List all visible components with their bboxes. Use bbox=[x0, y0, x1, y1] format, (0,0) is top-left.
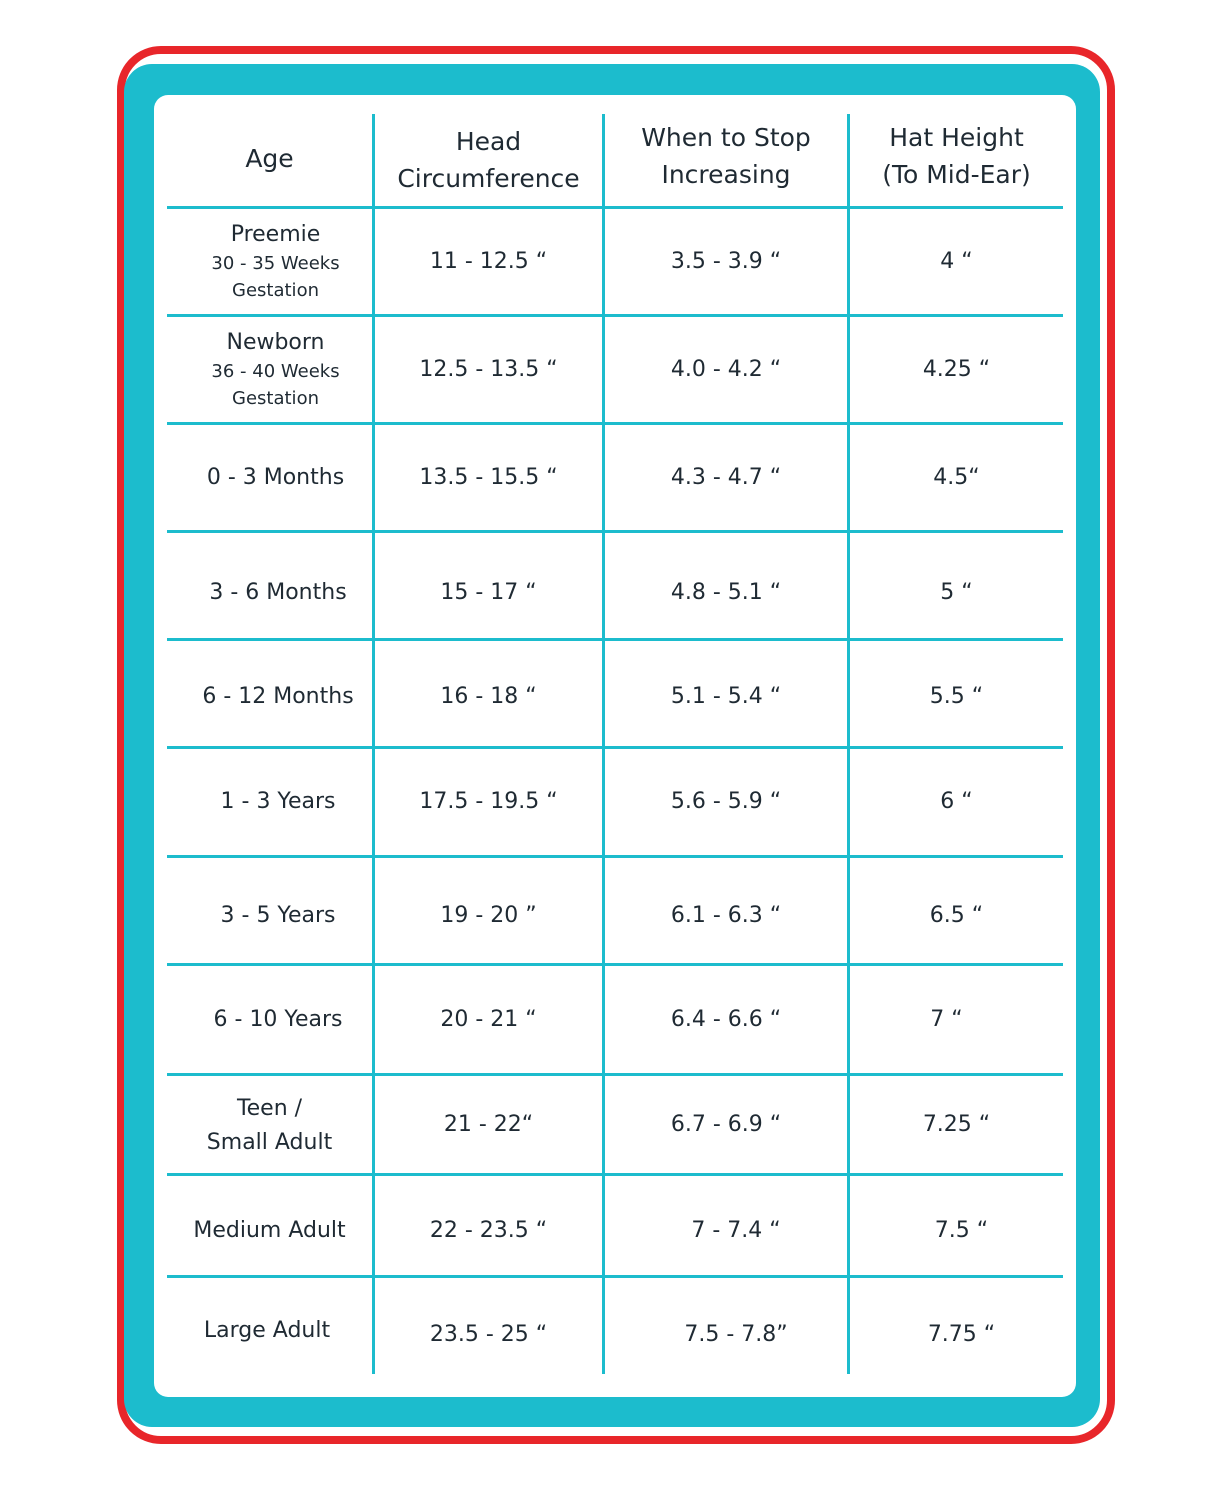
age-gestation: Gestation bbox=[232, 279, 319, 301]
age-label: 3 - 6 Months bbox=[209, 580, 347, 605]
head-circumference-value: 19 - 20 ” bbox=[440, 903, 537, 928]
stop-increasing-value: 5.6 - 5.9 “ bbox=[670, 789, 782, 814]
head-circumference-value: 23.5 - 25 “ bbox=[429, 1322, 548, 1347]
stop-increasing-value: 7 - 7.4 “ bbox=[691, 1218, 781, 1243]
age-weeks: 36 - 40 Weeks bbox=[211, 360, 340, 382]
age-label: 1 - 3 Years bbox=[220, 789, 336, 814]
hat-height-value: 4.5“ bbox=[933, 464, 980, 490]
age-gestation: Gestation bbox=[232, 387, 319, 409]
hat-height-value: 7.75 “ bbox=[927, 1322, 996, 1347]
age-label: 0 - 3 Months bbox=[206, 464, 345, 490]
hat-height-value: 5 “ bbox=[940, 580, 973, 605]
header-hat-height bbox=[850, 110, 1063, 202]
table-row-age bbox=[167, 1076, 372, 1176]
stop-increasing-value: 5.1 - 5.4 “ bbox=[670, 683, 782, 709]
header-head-line1: Head bbox=[455, 127, 522, 156]
table-row-age bbox=[167, 317, 384, 422]
stop-increasing-value: 3.5 - 3.9 “ bbox=[670, 248, 782, 274]
hat-height-value: 4 “ bbox=[940, 248, 973, 274]
hat-height-value: 7.25 “ bbox=[922, 1111, 991, 1137]
hat-height-value: 6.5 “ bbox=[929, 903, 984, 928]
header-age-label: Age bbox=[245, 143, 294, 173]
header-age bbox=[167, 114, 372, 206]
age-label: Large Adult bbox=[203, 1318, 331, 1343]
head-circumference-value: 22 - 23.5 “ bbox=[429, 1218, 548, 1243]
header-head-line2: Circumference bbox=[397, 164, 580, 193]
age-label: Preemie bbox=[230, 221, 321, 247]
header-height-line2: (To Mid-Ear) bbox=[882, 160, 1031, 189]
header-when-to-stop bbox=[605, 110, 847, 202]
age-weeks: 30 - 35 Weeks bbox=[211, 252, 340, 274]
header-head-circumference bbox=[375, 114, 602, 206]
age-label: 3 - 5 Years bbox=[220, 903, 336, 928]
age-label: Newborn bbox=[226, 329, 325, 355]
stop-increasing-value: 4.3 - 4.7 “ bbox=[670, 464, 782, 490]
age-label: 6 - 10 Years bbox=[213, 1006, 343, 1032]
head-circumference-value: 21 - 22“ bbox=[443, 1111, 534, 1137]
head-circumference-value: 12.5 - 13.5 “ bbox=[419, 356, 558, 382]
stop-increasing-value: 4.8 - 5.1 “ bbox=[670, 580, 782, 605]
head-circumference-value: 15 - 17 “ bbox=[440, 580, 537, 605]
stop-increasing-value: 4.0 - 4.2 “ bbox=[670, 356, 782, 382]
head-circumference-value: 11 - 12.5 “ bbox=[429, 248, 548, 274]
stop-increasing-value: 6.7 - 6.9 “ bbox=[670, 1111, 782, 1137]
header-stop-line1: When to Stop bbox=[641, 123, 811, 152]
head-circumference-value: 16 - 18 “ bbox=[440, 683, 537, 709]
hat-height-value: 4.25 “ bbox=[922, 356, 991, 382]
hat-height-value: 7 “ bbox=[930, 1006, 963, 1032]
age-label-line2: Small Adult bbox=[206, 1130, 333, 1155]
head-circumference-value: 13.5 - 15.5 “ bbox=[419, 464, 558, 490]
hat-height-value: 6 “ bbox=[940, 789, 973, 814]
table-row-age bbox=[167, 209, 384, 314]
stop-increasing-value: 6.1 - 6.3 “ bbox=[670, 903, 782, 928]
age-label: Medium Adult bbox=[193, 1218, 346, 1243]
stop-increasing-value: 6.4 - 6.6 “ bbox=[670, 1006, 782, 1032]
hat-height-value: 7.5 “ bbox=[934, 1218, 989, 1243]
hat-height-value: 5.5 “ bbox=[929, 683, 984, 709]
head-circumference-value: 20 - 21 “ bbox=[440, 1006, 537, 1032]
header-height-line1: Hat Height bbox=[889, 123, 1024, 152]
age-label: 6 - 12 Months bbox=[202, 683, 354, 709]
age-label: Teen / bbox=[236, 1096, 303, 1121]
head-circumference-value: 17.5 - 19.5 “ bbox=[419, 789, 558, 814]
header-stop-line2: Increasing bbox=[661, 160, 791, 189]
stop-increasing-value: 7.5 - 7.8” bbox=[684, 1322, 788, 1347]
